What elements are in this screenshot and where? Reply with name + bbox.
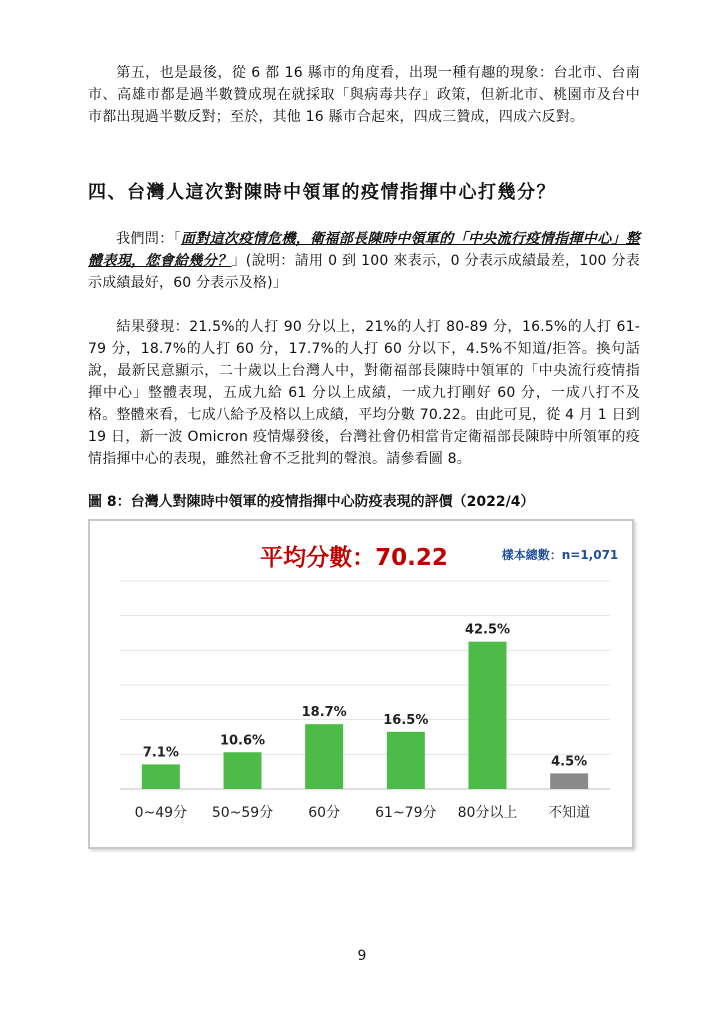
question-suffix: 」(說明：請用 0 到 100 來表示，0 分表示成績最差，100 分表示成績最好，60 分表示及格)」 [88,253,640,291]
chart-category-label: 50~59分 [211,805,274,821]
chart-category-label: 61~79分 [375,805,437,821]
chart-category-label: 60分 [308,805,341,821]
paragraph-results [88,316,640,470]
chart-value-label: 42.5% [464,622,511,638]
page-number: 9 [357,948,367,964]
figure-caption: 圖 8：台灣人對陳時中領軍的疫情指揮中心防疫表現的評價（2022/4） [88,494,535,510]
chart-value-label: 10.6% [219,733,266,749]
question-prefix: 我們問：「 [116,231,181,247]
question-text: 面對這次疫情危機，衛福部長陳時中領軍的「中央流行疫情指揮中心」整體表現，您會給幾分？ [88,231,641,269]
chart-category-label: 不知道 [548,805,591,821]
chart-title: 平均分數：70.22 [260,545,448,571]
chart-bar [142,764,180,789]
chart-bar [469,642,507,789]
paragraph-city-analysis [88,62,640,128]
chart-value-label: 16.5% [383,712,429,728]
chart-category-label: 0~49分 [134,805,188,821]
paragraph-results-text: 結果發現：21.5%的人打 90 分以上，21%的人打 80-89 分，16.5%的人打 61-79 分，18.7%的人打 60 分，17.7%的人打 60 分以下，4.5%不知道/拒答。換句話說，最新民意顯示，二十歲以上台灣人中，對衛福部長陳時中領軍的「中央流行疫情指揮中心」整體表現，五成九給 61 分以上成績，一成九打剛好 60 分，一成八打不及格。整體來看，七成八給予及格以上成績，平均分數 70.22。由此可見，從 4 月 1 日到 19 日，新一波 Omicron 疫情爆發後，台灣社會仍相當肯定衛福部長陳時中所領軍的疫情指揮中心的表現，雖然社會不乏批判的聲浪。請參看圖 8。 [88,319,640,467]
chart-bar [224,752,262,789]
chart-value-label: 18.7% [301,705,347,721]
chart-gridlines [120,581,610,754]
chart-category-label: 80分以上 [457,805,518,821]
chart-value-label: 4.5% [551,754,588,770]
paragraph-city-analysis-text: 第五，也是最後，從 6 都 16 縣市的角度看，出現一種有趣的現象：台北市、台南市、高雄市都是過半數贊成現在就採取「與病毒共存」政策，但新北市、桃園市及台中市都出現過半數反對；至於，其他 16 縣市合起來，四成三贊成，四成六反對。 [88,65,640,125]
chart-bar [550,773,588,789]
chart-bars [135,623,591,821]
chart-bar [387,732,425,789]
bar-chart-frame [88,519,634,849]
paragraph-question [88,228,640,294]
bar-chart [90,521,632,847]
section-heading: 四、台灣人這次對陳時中領軍的疫情指揮中心打幾分？ [88,182,556,203]
chart-sample-size: 樣本總數：n=1,071 [501,548,619,562]
chart-value-label: 7.1% [142,745,179,761]
chart-bar [305,724,343,789]
